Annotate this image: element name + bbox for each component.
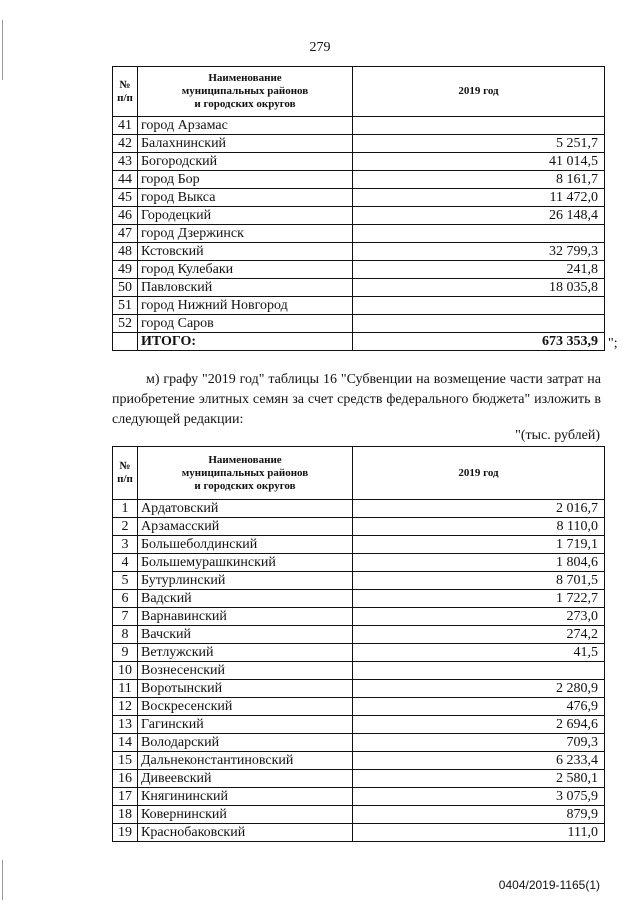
row-number: 50 — [113, 279, 138, 297]
row-number: 10 — [113, 662, 138, 680]
row-district-name: Арзамасский — [138, 518, 353, 536]
header-year — [353, 67, 605, 117]
total-empty-cell — [113, 333, 138, 351]
table-row — [113, 734, 605, 752]
row-number: 43 — [113, 153, 138, 171]
row-district-name: Большемурашкинский — [138, 554, 353, 572]
row-district-name: Дивеевский — [138, 770, 353, 788]
table-row — [113, 824, 605, 842]
row-district-name: Ардатовский — [138, 500, 353, 518]
header-year-text: 2019 год — [458, 85, 499, 97]
row-number: 49 — [113, 261, 138, 279]
row-value — [353, 297, 605, 315]
table-row — [113, 117, 605, 135]
row-district-name: город Выкса — [138, 189, 353, 207]
row-district-name: Кстовский — [138, 243, 353, 261]
header-number — [113, 447, 138, 500]
row-value: 1 722,7 — [353, 590, 605, 608]
table-row — [113, 297, 605, 315]
row-value: 273,0 — [353, 608, 605, 626]
header-name-text: Наименование муниципальных районов и городских округов — [181, 453, 309, 492]
header-name — [138, 67, 353, 117]
row-number: 17 — [113, 788, 138, 806]
row-value: 6 233,4 — [353, 752, 605, 770]
row-number: 3 — [113, 536, 138, 554]
row-number: 46 — [113, 207, 138, 225]
unit-note: "(тыс. рублей) — [515, 428, 600, 443]
row-number: 11 — [113, 680, 138, 698]
row-district-name: город Бор — [138, 171, 353, 189]
row-number: 14 — [113, 734, 138, 752]
row-number: 47 — [113, 225, 138, 243]
table-row — [113, 806, 605, 824]
row-value: 709,3 — [353, 734, 605, 752]
header-year — [353, 447, 605, 500]
row-value: 41,5 — [353, 644, 605, 662]
row-district-name: Ветлужский — [138, 644, 353, 662]
row-value: 1 719,1 — [353, 536, 605, 554]
table-row — [113, 518, 605, 536]
row-value: 41 014,5 — [353, 153, 605, 171]
table-row — [113, 315, 605, 333]
row-value: 879,9 — [353, 806, 605, 824]
row-number: 42 — [113, 135, 138, 153]
table-row — [113, 279, 605, 297]
row-number: 51 — [113, 297, 138, 315]
table-row — [113, 243, 605, 261]
row-district-name: город Кулебаки — [138, 261, 353, 279]
row-value — [353, 315, 605, 333]
header-name-text: Наименование муниципальных районов и городских округов — [181, 72, 309, 110]
row-number: 9 — [113, 644, 138, 662]
row-number: 13 — [113, 716, 138, 734]
table-row — [113, 770, 605, 788]
row-value — [353, 662, 605, 680]
table-row — [113, 500, 605, 518]
header-year-text: 2019 год — [458, 466, 499, 479]
row-value: 2 694,6 — [353, 716, 605, 734]
table-row — [113, 572, 605, 590]
table-row — [113, 788, 605, 806]
table-body — [113, 500, 605, 842]
row-district-name: Княгининский — [138, 788, 353, 806]
table-row — [113, 644, 605, 662]
row-district-name: Воскресенский — [138, 698, 353, 716]
row-value: 476,9 — [353, 698, 605, 716]
row-value: 2 580,1 — [353, 770, 605, 788]
row-number: 1 — [113, 500, 138, 518]
table-row — [113, 716, 605, 734]
table-row — [113, 135, 605, 153]
row-number: 2 — [113, 518, 138, 536]
row-number: 45 — [113, 189, 138, 207]
row-district-name: Дальнеконстантиновский — [138, 752, 353, 770]
row-number: 5 — [113, 572, 138, 590]
row-district-name: Ковернинский — [138, 806, 353, 824]
row-value — [353, 117, 605, 135]
table-row — [113, 554, 605, 572]
row-district-name: Варнавинский — [138, 608, 353, 626]
row-value: 3 075,9 — [353, 788, 605, 806]
row-district-name: Вадский — [138, 590, 353, 608]
closing-quote: "; — [608, 336, 618, 351]
row-district-name: Володарский — [138, 734, 353, 752]
row-value: 5 251,7 — [353, 135, 605, 153]
header-name — [138, 447, 353, 500]
row-number: 12 — [113, 698, 138, 716]
row-value: 1 804,6 — [353, 554, 605, 572]
row-number: 4 — [113, 554, 138, 572]
row-number: 7 — [113, 608, 138, 626]
row-district-name: Городецкий — [138, 207, 353, 225]
total-row — [113, 333, 605, 351]
row-number: 44 — [113, 171, 138, 189]
row-value: 2 280,9 — [353, 680, 605, 698]
row-number: 15 — [113, 752, 138, 770]
table-header-row — [113, 447, 605, 500]
header-number-text: № п/п — [117, 460, 133, 485]
row-value: 11 472,0 — [353, 189, 605, 207]
header-number-text: № п/п — [117, 78, 133, 104]
document-code: 0404/2019-1165(1) — [498, 878, 600, 892]
row-value: 8 110,0 — [353, 518, 605, 536]
row-value — [353, 225, 605, 243]
row-number: 41 — [113, 117, 138, 135]
row-number: 16 — [113, 770, 138, 788]
table-elite-seeds — [112, 446, 605, 842]
row-value: 26 148,4 — [353, 207, 605, 225]
table-row — [113, 261, 605, 279]
row-value: 8 701,5 — [353, 572, 605, 590]
table-subsidies-part1 — [112, 66, 605, 351]
row-value: 2 016,7 — [353, 500, 605, 518]
row-number: 52 — [113, 315, 138, 333]
row-district-name: Вачский — [138, 626, 353, 644]
row-number: 8 — [113, 626, 138, 644]
total-label: ИТОГО: — [138, 333, 353, 351]
row-district-name: Вознесенский — [138, 662, 353, 680]
table-row — [113, 207, 605, 225]
row-value: 274,2 — [353, 626, 605, 644]
table-row — [113, 225, 605, 243]
table-row — [113, 752, 605, 770]
row-district-name: Бутурлинский — [138, 572, 353, 590]
table-row — [113, 153, 605, 171]
page-number: 279 — [309, 40, 331, 55]
table-row — [113, 171, 605, 189]
row-value: 18 035,8 — [353, 279, 605, 297]
header-number — [113, 67, 138, 117]
row-number: 48 — [113, 243, 138, 261]
table-body — [113, 117, 605, 333]
table-row — [113, 680, 605, 698]
row-district-name: город Арзамас — [138, 117, 353, 135]
row-district-name: Воротынский — [138, 680, 353, 698]
table-row — [113, 536, 605, 554]
row-number: 19 — [113, 824, 138, 842]
table-row — [113, 626, 605, 644]
row-district-name: Гагинский — [138, 716, 353, 734]
row-district-name: Богородский — [138, 153, 353, 171]
table-row — [113, 608, 605, 626]
row-value: 241,8 — [353, 261, 605, 279]
total-value: 673 353,9 — [353, 333, 605, 351]
row-number: 6 — [113, 590, 138, 608]
table-header-row — [113, 67, 605, 117]
table-row — [113, 590, 605, 608]
table-row — [113, 698, 605, 716]
row-number: 18 — [113, 806, 138, 824]
row-district-name: город Саров — [138, 315, 353, 333]
table-row — [113, 662, 605, 680]
row-district-name: Павловский — [138, 279, 353, 297]
row-district-name: Большеболдинский — [138, 536, 353, 554]
row-district-name: Балахнинский — [138, 135, 353, 153]
row-value: 8 161,7 — [353, 171, 605, 189]
amendment-paragraph: м) графу "2019 год" таблицы 16 "Субвенции на возмещение части затрат на приобретение элитных семян за счет средств федерального бюджета" изложить в следующей редакции: — [112, 372, 601, 427]
row-value: 32 799,3 — [353, 243, 605, 261]
row-district-name: город Дзержинск — [138, 225, 353, 243]
row-value: 111,0 — [353, 824, 605, 842]
scan-edge-line — [2, 860, 3, 900]
row-district-name: город Нижний Новгород — [138, 297, 353, 315]
table-row — [113, 189, 605, 207]
row-district-name: Краснобаковский — [138, 824, 353, 842]
